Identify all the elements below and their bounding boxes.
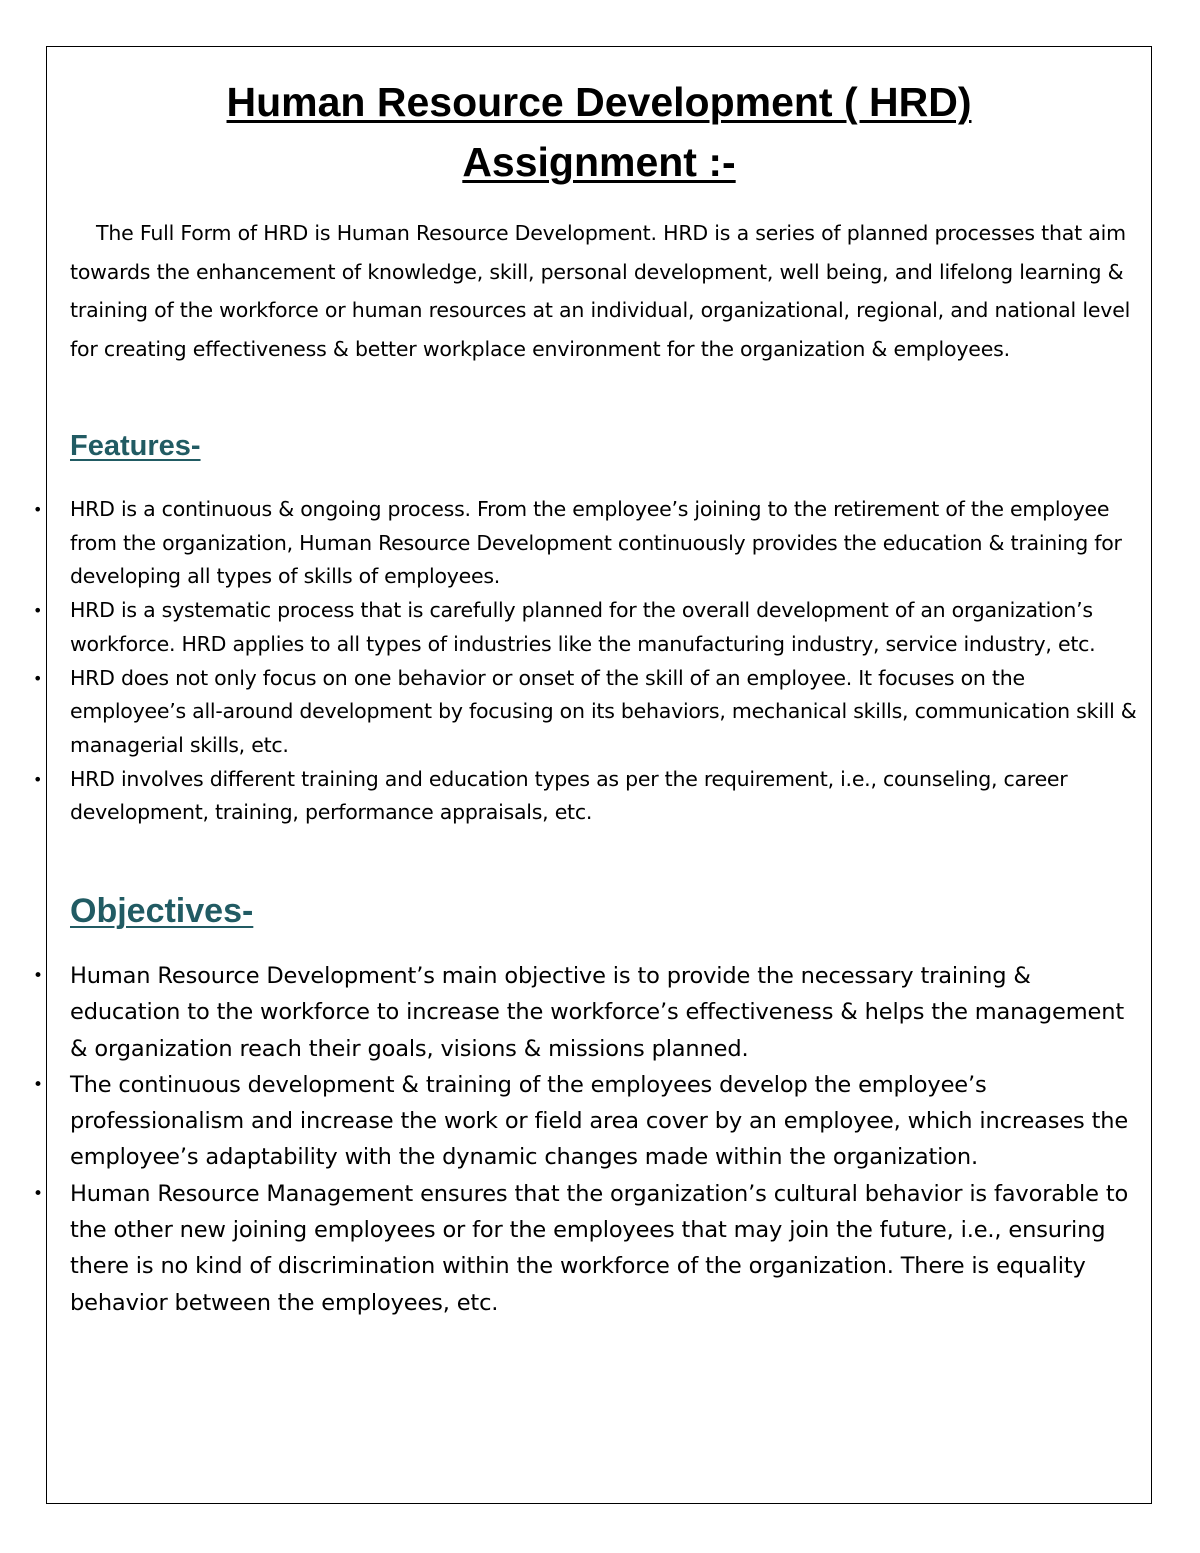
list-item xyxy=(0,493,1140,594)
objectives-heading: Objectives- xyxy=(70,892,254,930)
list-item-text: Human Resource Management ensures that the organization’s cultural behavior is favorable to the other new joining employees or for the employees that may join the future, i.e., ensuring there is no kind of discrimination within the workforce of the organization. There is equality behavior between the employees, etc. xyxy=(70,1180,1129,1316)
features-list xyxy=(0,493,1140,830)
list-item xyxy=(0,594,1140,661)
bullet-icon: • xyxy=(33,601,43,621)
intro-paragraph: The Full Form of HRD is Human Resource Development. HRD is a series of planned processes that aim towards the enhancement of knowledge, skill, personal development, well being, and lifelong learning & training of the workforce or human resources at an individual, organizational, regional, and national level for creating effectiveness & better workplace environment for the organization & employees. xyxy=(70,221,1131,361)
features-heading: Features- xyxy=(70,430,201,462)
list-item-text: HRD is a systematic process that is carefully planned for the overall development of an organization’s workforce. HRD applies to all types of industries like the manufacturing industry, service industry, etc. xyxy=(70,598,1096,656)
document-title xyxy=(46,72,1152,192)
list-item-text: HRD is a continuous & ongoing process. From the employee’s joining to the retirement of the employee from the organization, Human Resource Development continuously provides the education & training for developing all types of skills of employees. xyxy=(70,497,1122,589)
list-item-text: HRD involves different training and education types as per the requirement, i.e., counseling, career development, training, performance appraisals, etc. xyxy=(70,766,1068,825)
list-item-text: Human Resource Development’s main objective is to provide the necessary training & education to the workforce to increase the workforce’s effectiveness & helps the management & organization reach their goals, visions & missions planned. xyxy=(70,963,1124,1062)
list-item xyxy=(0,662,1140,763)
bullet-icon: • xyxy=(33,1074,43,1095)
title-line-1: Human Resource Development ( HRD) xyxy=(226,79,972,125)
bullet-icon: • xyxy=(33,668,43,688)
title-line-2: Assignment :- xyxy=(462,139,736,185)
objectives-list xyxy=(0,958,1140,1321)
list-item xyxy=(0,1176,1140,1321)
list-item xyxy=(0,958,1140,1067)
bullet-icon: • xyxy=(33,500,43,519)
bullet-icon: • xyxy=(33,769,43,789)
list-item-text: HRD does not only focus on one behavior or onset of the skill of an employee. It focuses on the employee’s all-around development by focusing on its behaviors, mechanical skills, communication skill & managerial skills, etc. xyxy=(70,665,1137,757)
bullet-icon: • xyxy=(33,966,43,986)
list-item-text: The continuous development & training of the employees develop the employee’s professionalism and increase the work or field area cover by an employee, which increases the employee’s adaptability with the dynamic changes made within the organization. xyxy=(70,1071,1129,1171)
bullet-icon: • xyxy=(33,1183,43,1204)
list-item xyxy=(0,763,1140,830)
list-item xyxy=(0,1067,1140,1176)
